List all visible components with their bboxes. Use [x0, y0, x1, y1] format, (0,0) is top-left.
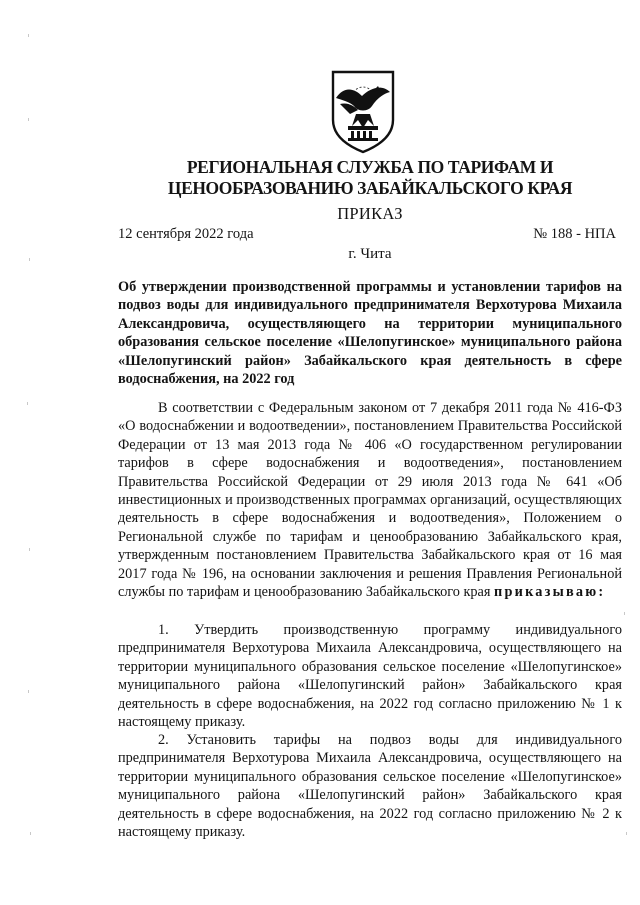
order-item-2: 2. Установить тарифы на подвоз воды для индивидуального предпринимателя Верхотурова Михаила Александровича, осуществляющего на территории муниципального образования сельское поселение «Шелопугинское» муниципального района «Шелопугинский район» Забайкальского края деятельность в сфере водоснабжения, на 2022 год согласно приложению № 2 к настоящему приказу. — [118, 732, 622, 841]
preamble-paragraph — [118, 399, 622, 601]
order-word: приказываю: — [494, 584, 606, 601]
document-type: ПРИКАЗ — [337, 204, 403, 223]
agency-name-line2: ЦЕНООБРАЗОВАНИЮ ЗАБАЙКАЛЬСКОГО КРАЯ — [167, 178, 573, 198]
preamble-text: В соответствии с Федеральным законом от 7 декабря 2011 года № 416-ФЗ «О водоснабжении и водоотведении», постановлением Правительства Российской Федерации от 13 мая 2013 года № 406 «О государственном регулировании тарифов в сфере водоснабжения и водоотведения», постановлением Правительства Российской Федерации от 29 июля 2013 года № 641 «Об инвестиционных и производственных программах организаций, осуществляющих деятельность в сфере водоснабжения и водоотведения», Положением о Региональной службе по тарифам и ценообразованию Забайкальского края, утвержденным постановлением Правительства Забайкальского края от 16 мая 2017 года № 196, на основании заключения и решения Правления Региональной службы по тарифам и ценообразованию Забайкальского края — [118, 400, 622, 601]
zabaykalsky-coat-of-arms-icon — [328, 68, 398, 154]
order-subject: Об утверждении производственной программы и установлении тарифов на подвоз воды для индивидуального предпринимателя Верхотурова Михаила Александровича, осуществляющего на территории муниципального образования сельское поселение «Шелопугинское» муниципального района «Шелопугинский район» Забайкальского края деятельность в сфере водоснабжения, на 2022 год — [118, 279, 622, 388]
order-item-1: 1. Утвердить производственную программу индивидуального предпринимателя Верхотурова Михаила Александровича, осуществляющего на территории муниципального образования сельское поселение «Шелопугинское» муниципального района «Шелопугинский район» Забайкальского края деятельность в сфере водоснабжения, на 2022 год согласно приложению № 1 к настоящему приказу. — [118, 622, 622, 731]
document-city: г. Чита — [348, 246, 392, 262]
document-number: № 188 - НПА — [533, 226, 616, 242]
document-date: 12 сентября 2022 года — [118, 226, 254, 242]
agency-name-line1: РЕГИОНАЛЬНАЯ СЛУЖБА ПО ТАРИФАМ И — [186, 157, 554, 177]
